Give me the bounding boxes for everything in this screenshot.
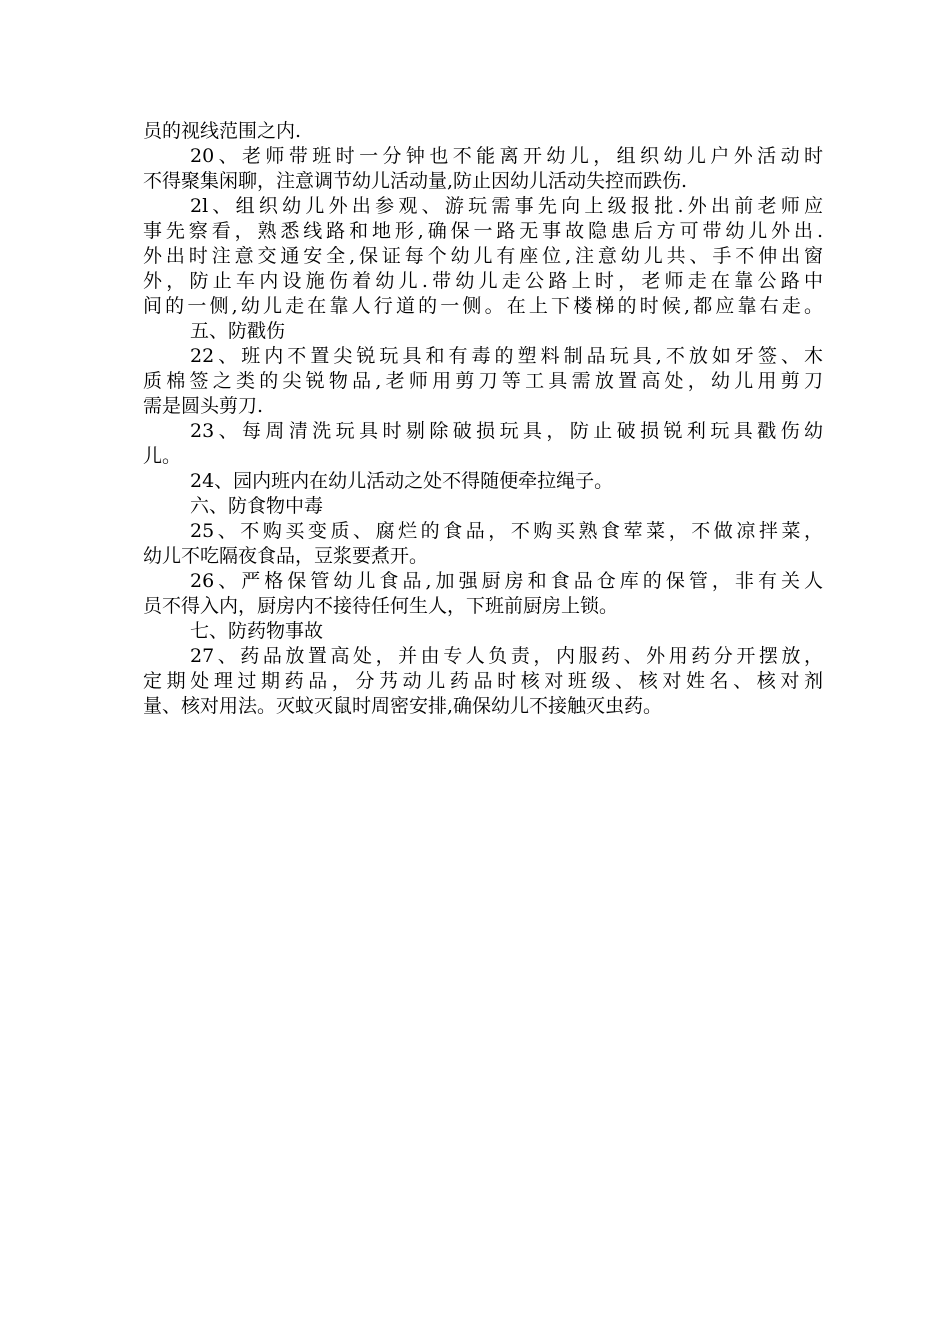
text-line: 2l、组织幼儿外出参观、游玩需事先向上级报批.外出前老师应	[190, 195, 823, 217]
text-line: 量、核对用法。灭蚊灭鼠时周密安排,确保幼儿不接触灭虫药。	[143, 695, 663, 717]
text-line: 幼儿不吃隔夜食品，豆浆要煮开。	[143, 545, 429, 567]
text-line: 不得聚集闲聊，注意调节幼儿活动量,防止因幼儿活动失控而跌伤.	[143, 170, 688, 192]
text-line: 外，防止车内设施伤着幼儿.带幼儿走公路上时，老师走在靠公路中	[143, 270, 823, 292]
text-line: 七、防药物事故	[190, 620, 324, 642]
text-line: 需是圆头剪刀.	[143, 395, 264, 417]
text-line: 质棉签之类的尖锐物品,老师用剪刀等工具需放置高处，幼儿用剪刀	[143, 370, 823, 392]
text-line: 22、班内不置尖锐玩具和有毒的塑料制品玩具,不放如牙签、木	[190, 345, 823, 367]
text-line: 五、防戳伤	[190, 320, 286, 342]
text-line: 24、园内班内在幼儿活动之处不得随便牵拉绳子。	[190, 470, 614, 492]
text-line: 23、每周清洗玩具时剔除破损玩具，防止破损锐利玩具戳伤幼	[190, 420, 823, 442]
text-line: 员不得入内，厨房内不接待任何生人，下班前厨房上锁。	[143, 595, 619, 617]
text-line: 27、药品放置高处，并由专人负责，内服药、外用药分开摆放，	[190, 645, 823, 667]
text-line: 间的一侧,幼儿走在靠人行道的一侧。在上下楼梯的时候,都应靠右走。	[143, 295, 823, 317]
text-line: 25、不购买变质、腐烂的食品，不购买熟食荤菜，不做凉拌菜，	[190, 520, 823, 542]
text-line: 员的视线范围之内.	[143, 120, 302, 142]
text-line: 20、老师带班时一分钟也不能离开幼儿，组织幼儿户外活动时	[190, 145, 823, 167]
document-body	[143, 119, 823, 719]
text-line: 儿。	[143, 445, 182, 467]
text-line: 六、防食物中毒	[190, 495, 324, 517]
text-line: 外出时注意交通安全,保证每个幼儿有座位,注意幼儿共、手不伸出窗	[143, 245, 823, 267]
text-line: 26、严格保管幼儿食品,加强厨房和食品仓库的保管，非有关人	[190, 570, 823, 592]
text-line: 事先察看，熟悉线路和地形,确保一路无事故隐患后方可带幼儿外出.	[143, 220, 823, 242]
text-line: 定期处理过期药品，分艿动儿药品时核对班级、核对姓名、核对剂	[143, 670, 823, 692]
